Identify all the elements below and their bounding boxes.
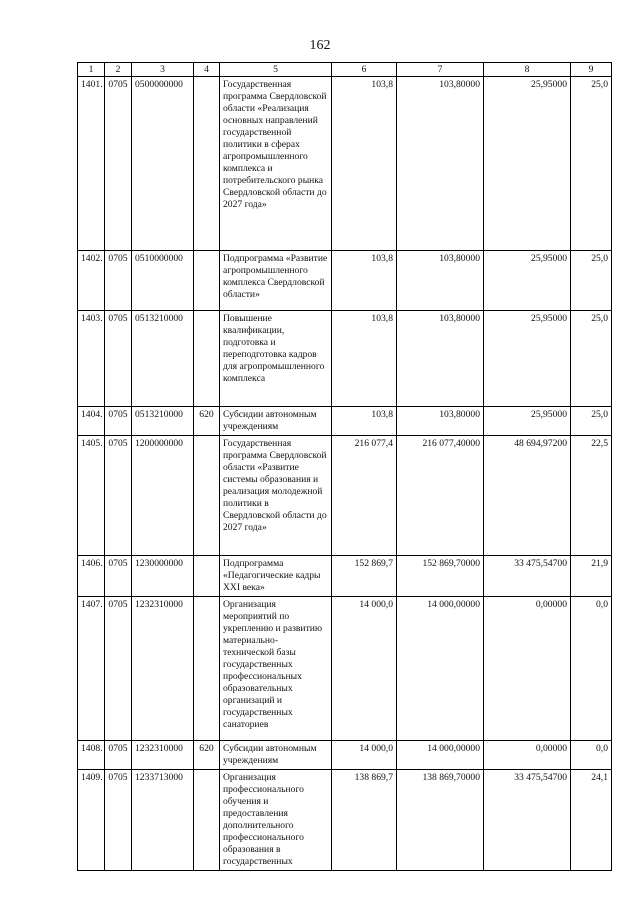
approved-amount: 138 869,70000 [397, 770, 484, 871]
target-article-code: 1232310000 [132, 597, 194, 741]
target-article-code: 1233713000 [132, 770, 194, 871]
planned-amount: 103,8 [332, 251, 397, 311]
table-row [78, 770, 612, 871]
approved-amount: 103,80000 [397, 407, 484, 436]
item-name: Государственная программа Свердловской области «Развитие системы образования и реализация молодежной политики в Свердловской области до 2027 года» [220, 436, 332, 556]
row-number: 1404. [78, 407, 105, 436]
row-number: 1407. [78, 597, 105, 741]
approved-amount: 103,80000 [397, 311, 484, 407]
approved-amount: 152 869,70000 [397, 556, 484, 597]
table-row [78, 597, 612, 741]
item-name: Государственная программа Свердловской области «Реализация основных направлений государственной политики в сферах агропромышленного комплекса и потребительского рынка Свердловской области до 2027 года» [220, 77, 332, 251]
row-number: 1402. [78, 251, 105, 311]
header-cell: 1 [78, 63, 105, 77]
section-code: 0705 [105, 597, 132, 741]
section-code: 0705 [105, 741, 132, 770]
approved-amount: 14 000,00000 [397, 741, 484, 770]
table-row [78, 436, 612, 556]
expense-type-code [194, 251, 220, 311]
executed-amount: 33 475,54700 [484, 770, 571, 871]
planned-amount: 103,8 [332, 77, 397, 251]
execution-percent: 21,9 [571, 556, 612, 597]
executed-amount: 0,00000 [484, 597, 571, 741]
planned-amount: 216 077,4 [332, 436, 397, 556]
target-article-code: 1232310000 [132, 741, 194, 770]
item-name: Субсидии автономным учреждениям [220, 407, 332, 436]
header-cell: 3 [132, 63, 194, 77]
table-row [78, 311, 612, 407]
executed-amount: 0,00000 [484, 741, 571, 770]
row-number: 1403. [78, 311, 105, 407]
section-code: 0705 [105, 770, 132, 871]
planned-amount: 138 869,7 [332, 770, 397, 871]
planned-amount: 152 869,7 [332, 556, 397, 597]
section-code: 0705 [105, 251, 132, 311]
planned-amount: 14 000,0 [332, 741, 397, 770]
target-article-code: 0513210000 [132, 311, 194, 407]
item-name: Организация мероприятий по укреплению и развитию материально-технической базы государственных профессиональных образовательных организаций и государственных санаториев [220, 597, 332, 741]
expense-type-code [194, 436, 220, 556]
header-cell: 2 [105, 63, 132, 77]
planned-amount: 103,8 [332, 311, 397, 407]
execution-percent: 25,0 [571, 311, 612, 407]
item-name: Подпрограмма «Педагогические кадры XXI века» [220, 556, 332, 597]
budget-table [77, 62, 612, 871]
approved-amount: 14 000,00000 [397, 597, 484, 741]
execution-percent: 22,5 [571, 436, 612, 556]
approved-amount: 216 077,40000 [397, 436, 484, 556]
expense-type-code [194, 77, 220, 251]
section-code: 0705 [105, 311, 132, 407]
item-name: Организация профессионального обучения и предоставления дополнительного профессионального образования в государственных [220, 770, 332, 871]
target-article-code: 1230000000 [132, 556, 194, 597]
expense-type-code: 620 [194, 741, 220, 770]
item-name: Субсидии автономным учреждениям [220, 741, 332, 770]
target-article-code: 1200000000 [132, 436, 194, 556]
target-article-code: 0513210000 [132, 407, 194, 436]
section-code: 0705 [105, 77, 132, 251]
header-cell: 9 [571, 63, 612, 77]
item-name: Повышение квалификации, подготовка и переподготовка кадров для агропромышленного комплекса [220, 311, 332, 407]
section-code: 0705 [105, 436, 132, 556]
approved-amount: 103,80000 [397, 251, 484, 311]
header-row [78, 63, 612, 77]
table-row [78, 407, 612, 436]
page-number: 162 [309, 38, 331, 53]
executed-amount: 25,95000 [484, 407, 571, 436]
execution-percent: 25,0 [571, 77, 612, 251]
execution-percent: 0,0 [571, 597, 612, 741]
expense-type-code [194, 556, 220, 597]
table-row [78, 556, 612, 597]
expense-type-code [194, 311, 220, 407]
row-number: 1406. [78, 556, 105, 597]
table-row [78, 741, 612, 770]
executed-amount: 25,95000 [484, 251, 571, 311]
header-cell: 4 [194, 63, 220, 77]
planned-amount: 103,8 [332, 407, 397, 436]
row-number: 1401. [78, 77, 105, 251]
item-name: Подпрограмма «Развитие агропромышленного комплекса Свердловской области» [220, 251, 332, 311]
expense-type-code: 620 [194, 407, 220, 436]
header-cell: 8 [484, 63, 571, 77]
target-article-code: 0510000000 [132, 251, 194, 311]
header-cell: 5 [220, 63, 332, 77]
header-cell: 7 [397, 63, 484, 77]
approved-amount: 103,80000 [397, 77, 484, 251]
row-number: 1405. [78, 436, 105, 556]
section-code: 0705 [105, 407, 132, 436]
executed-amount: 25,95000 [484, 77, 571, 251]
planned-amount: 14 000,0 [332, 597, 397, 741]
row-number: 1409. [78, 770, 105, 871]
executed-amount: 25,95000 [484, 311, 571, 407]
header-cell: 6 [332, 63, 397, 77]
executed-amount: 48 694,97200 [484, 436, 571, 556]
execution-percent: 25,0 [571, 407, 612, 436]
target-article-code: 0500000000 [132, 77, 194, 251]
expense-type-code [194, 770, 220, 871]
expense-type-code [194, 597, 220, 741]
execution-percent: 25,0 [571, 251, 612, 311]
section-code: 0705 [105, 556, 132, 597]
execution-percent: 24,1 [571, 770, 612, 871]
executed-amount: 33 475,54700 [484, 556, 571, 597]
table-row [78, 77, 612, 251]
execution-percent: 0,0 [571, 741, 612, 770]
row-number: 1408. [78, 741, 105, 770]
table-row [78, 251, 612, 311]
